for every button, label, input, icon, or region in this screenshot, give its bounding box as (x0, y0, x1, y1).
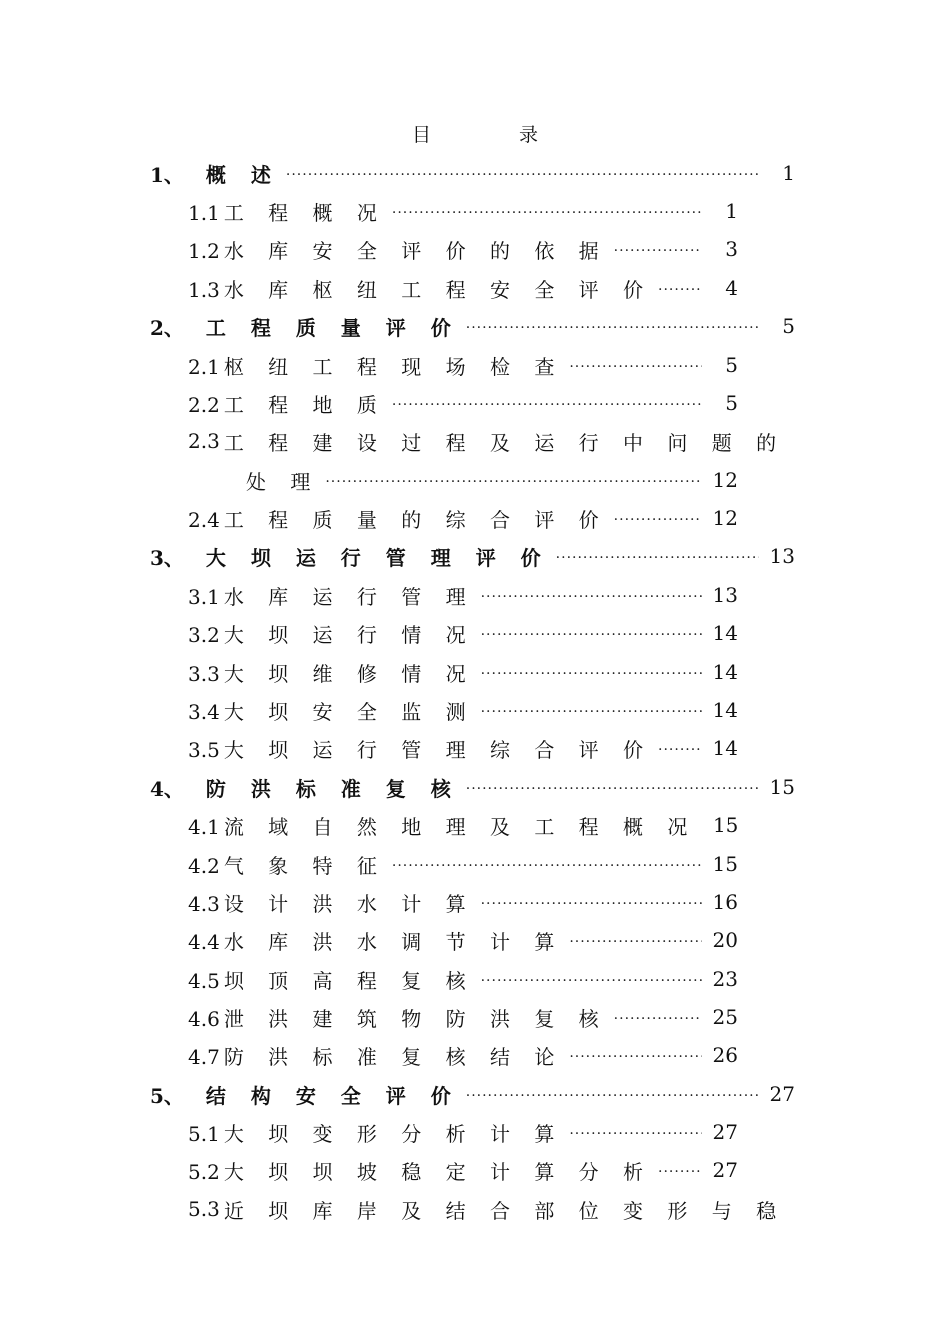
toc-entry-number: 2.3 (188, 429, 220, 453)
toc-entry-number: 1、 (150, 162, 184, 187)
toc-page-number: 14 (712, 660, 738, 684)
toc-entry-label: 水 库 洪 水 调 节 计 算 (223, 929, 564, 954)
toc-page-number: 27 (769, 1082, 795, 1106)
leader-dots (569, 1122, 702, 1138)
toc-entry-2-3-continued[interactable] (246, 465, 738, 495)
toc-entry-label: 工 程 质 量 的 综 合 评 价 (223, 507, 608, 532)
leader-dots (569, 1045, 702, 1061)
toc-entry-number: 4.1 (188, 814, 220, 839)
toc-entry-number: 1.3 (188, 277, 220, 302)
toc-entry-number: 3.3 (188, 661, 220, 686)
leader-dots (614, 239, 702, 255)
toc-entry-label: 工 程 地 质 (223, 392, 386, 417)
leader-dots (481, 969, 702, 985)
toc-entry-number: 2.1 (188, 354, 220, 379)
toc-entry-4-5[interactable] (188, 964, 738, 994)
toc-entry-label: 水 库 安 全 评 价 的 依 据 (223, 238, 608, 263)
toc-entry-4-2[interactable] (188, 849, 738, 879)
toc-entry-3[interactable] (150, 541, 795, 571)
leader-dots (658, 1160, 702, 1176)
toc-entry-number: 5.1 (188, 1121, 220, 1146)
toc-entry-number: 5.3 (188, 1197, 220, 1221)
toc-entry-number: 5.2 (188, 1159, 220, 1184)
toc-entry-label: 近 坝 库 岸 及 结 合 部 位 变 形 与 稳 (223, 1198, 786, 1223)
toc-entry-number: 1.1 (188, 200, 220, 225)
toc-entry-label: 大 坝 变 形 分 析 计 算 (223, 1121, 564, 1146)
toc-page-number: 3 (725, 237, 738, 261)
toc-entry-label: 大 坝 维 修 情 况 (223, 661, 475, 686)
toc-entry-4-3[interactable] (188, 887, 738, 917)
toc-entry-3-5[interactable] (188, 733, 738, 763)
toc-page-number: 15 (769, 775, 795, 799)
toc-title-right: 录 (519, 124, 539, 146)
toc-entry-number: 4.4 (188, 929, 220, 954)
leader-dots (481, 585, 702, 601)
toc-entry-number: 3、 (150, 545, 184, 570)
toc-entry-1[interactable] (150, 158, 795, 188)
toc-entry-1-3[interactable] (188, 273, 738, 303)
toc-entry-2-2[interactable] (188, 388, 738, 418)
toc-entry-number: 2.2 (188, 392, 220, 417)
toc-entry-number: 3.4 (188, 699, 220, 724)
leader-dots (658, 278, 702, 294)
toc-page-number: 26 (712, 1043, 738, 1067)
toc-entry-label: 大 坝 运 行 管 理 综 合 评 价 (223, 737, 653, 762)
toc-title (0, 120, 950, 147)
toc-page-number: 12 (712, 468, 738, 492)
leader-dots (466, 1084, 759, 1100)
toc-entry-label: 工 程 概 况 (223, 200, 386, 225)
toc-entry-number: 3.1 (188, 584, 220, 609)
leader-dots (286, 163, 759, 179)
toc-entry-label: 防 洪 标 准 复 核 (205, 776, 460, 801)
leader-dots (569, 930, 702, 946)
toc-page-number: 1 (782, 161, 795, 185)
toc-entry-1-1[interactable] (188, 196, 738, 226)
toc-page-number: 23 (712, 967, 738, 991)
toc-entry-number: 4.6 (188, 1006, 220, 1031)
toc-entry-label: 大 坝 安 全 监 测 (223, 699, 475, 724)
leader-dots (481, 700, 702, 716)
toc-page-number: 5 (725, 391, 738, 415)
toc-entry-label: 气 象 特 征 (223, 853, 386, 878)
toc-page-number: 25 (712, 1005, 738, 1029)
toc-entry-3-2[interactable] (188, 618, 738, 648)
toc-entry-label: 水 库 运 行 管 理 (223, 584, 475, 609)
toc-entry-2-3[interactable] (188, 426, 785, 456)
toc-entry-number: 1.2 (188, 238, 220, 263)
toc-entry-label: 坝 顶 高 程 复 核 (223, 968, 475, 993)
toc-page-number: 14 (712, 698, 738, 722)
leader-dots (569, 355, 702, 371)
toc-page-number: 13 (712, 583, 738, 607)
toc-entry-1-2[interactable] (188, 234, 738, 264)
toc-page-number: 15 (712, 813, 739, 837)
leader-dots (392, 854, 702, 870)
toc-entry-label: 泄 洪 建 筑 物 防 洪 复 核 (223, 1006, 608, 1031)
toc-page-number: 4 (725, 276, 738, 300)
toc-entry-5-3[interactable] (188, 1194, 785, 1224)
toc-entry-label: 大 坝 运 行 情 况 (223, 622, 475, 647)
toc-page-number: 14 (712, 736, 738, 760)
toc-entry-4-1[interactable] (188, 810, 738, 840)
toc-entry-number: 3.2 (188, 622, 220, 647)
toc-page-number: 20 (712, 928, 738, 952)
toc-entry-4[interactable] (150, 772, 795, 802)
toc-entry-4-7[interactable] (188, 1040, 738, 1070)
toc-entry-number: 3.5 (188, 737, 220, 762)
toc-entry-number: 4.3 (188, 891, 220, 916)
toc-page-number: 1 (725, 199, 738, 223)
toc-entry-4-6[interactable] (188, 1002, 738, 1032)
toc-page-number: 12 (712, 506, 738, 530)
toc-entry-number: 5、 (150, 1083, 184, 1108)
toc-page-number: 15 (712, 852, 738, 876)
leader-dots (481, 662, 702, 678)
toc-page-number: 27 (712, 1120, 738, 1144)
toc-entry-label: 概 述 (205, 162, 280, 187)
toc-entry-label: 处 理 (246, 469, 320, 494)
toc-entry-number: 4.5 (188, 968, 220, 993)
toc-entry-label: 结 构 安 全 评 价 (205, 1083, 460, 1108)
toc-entry-3-1[interactable] (188, 580, 738, 610)
toc-entry-label: 设 计 洪 水 计 算 (223, 891, 475, 916)
toc-title-left: 目 (411, 124, 431, 146)
leader-dots (556, 546, 759, 562)
toc-entry-label: 流 域 自 然 地 理 及 工 程 概 况 (223, 814, 697, 839)
leader-dots (614, 1007, 702, 1023)
toc-entry-label: 枢 纽 工 程 现 场 检 查 (223, 354, 564, 379)
toc-entry-number: 2.4 (188, 507, 220, 532)
toc-entry-label: 大 坝 坝 坡 稳 定 计 算 分 析 (223, 1159, 653, 1184)
toc-entry-5-2[interactable] (188, 1155, 738, 1185)
toc-entry-3-4[interactable] (188, 695, 738, 725)
leader-dots (658, 738, 702, 754)
toc-entry-5-1[interactable] (188, 1117, 738, 1147)
toc-entry-2-4[interactable] (188, 503, 738, 533)
leader-dots (466, 316, 759, 332)
toc-entry-2-1[interactable] (188, 350, 738, 380)
toc-entry-5[interactable] (150, 1079, 795, 1109)
toc-entry-number: 2、 (150, 315, 184, 340)
toc-page-number: 5 (782, 314, 795, 338)
toc-entry-label: 工 程 建 设 过 程 及 运 行 中 问 题 的 (223, 430, 786, 455)
toc-entry-number: 4.7 (188, 1044, 220, 1069)
toc-entry-2[interactable] (150, 311, 795, 341)
toc-entry-number: 4.2 (188, 853, 220, 878)
leader-dots (466, 777, 759, 793)
toc-page-number: 5 (725, 353, 738, 377)
toc-page-number: 14 (712, 621, 738, 645)
toc-entry-label: 水 库 枢 纽 工 程 安 全 评 价 (223, 277, 653, 302)
toc-entry-number: 4、 (150, 776, 184, 801)
leader-dots (481, 892, 702, 908)
toc-entry-label: 大 坝 运 行 管 理 评 价 (205, 545, 550, 570)
toc-page-number: 13 (769, 544, 795, 568)
toc-page-number: 16 (712, 890, 738, 914)
toc-entry-label: 防 洪 标 准 复 核 结 论 (223, 1044, 564, 1069)
leader-dots (614, 508, 702, 524)
toc-page-number: 27 (712, 1158, 738, 1182)
leader-dots (325, 470, 702, 486)
toc-entry-4-4[interactable] (188, 925, 738, 955)
toc-entry-3-3[interactable] (188, 657, 738, 687)
leader-dots (392, 393, 702, 409)
leader-dots (392, 201, 702, 217)
leader-dots (481, 623, 702, 639)
toc-entry-label: 工 程 质 量 评 价 (205, 315, 460, 340)
